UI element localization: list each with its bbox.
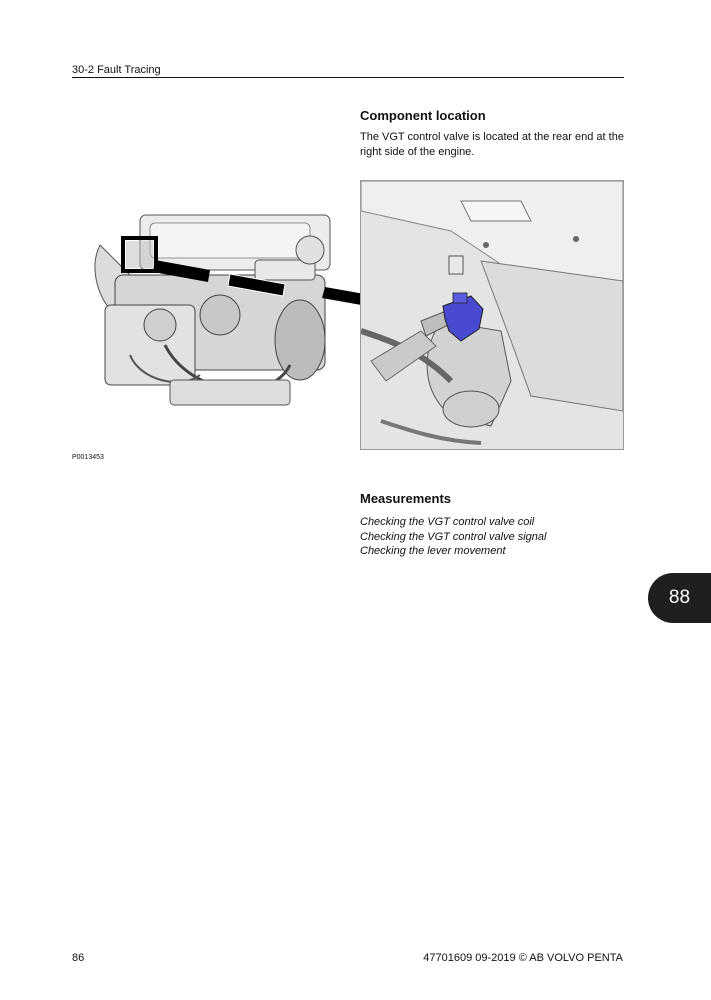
section-header: 30-2 Fault Tracing	[72, 64, 161, 76]
figure-id: P0013453	[72, 454, 104, 461]
measurements-heading: Measurements	[360, 491, 452, 506]
document-info: 47701609 09-2019 © AB VOLVO PENTA	[423, 952, 623, 964]
chapter-tab: 88	[648, 573, 711, 623]
measurement-item: Checking the VGT control valve coil	[360, 516, 535, 528]
component-location-text: The VGT control valve is located at the rear end at the right side of the engine.	[360, 131, 624, 158]
header-divider	[72, 77, 624, 78]
measurement-item: Checking the VGT control valve signal	[360, 530, 547, 543]
page-number: 86	[72, 952, 85, 964]
component-location-heading: Component location	[360, 108, 486, 123]
measurement-item: Checking the lever movement	[360, 545, 506, 557]
measurements-list	[360, 515, 620, 559]
valve-detail-illustration	[360, 180, 624, 450]
